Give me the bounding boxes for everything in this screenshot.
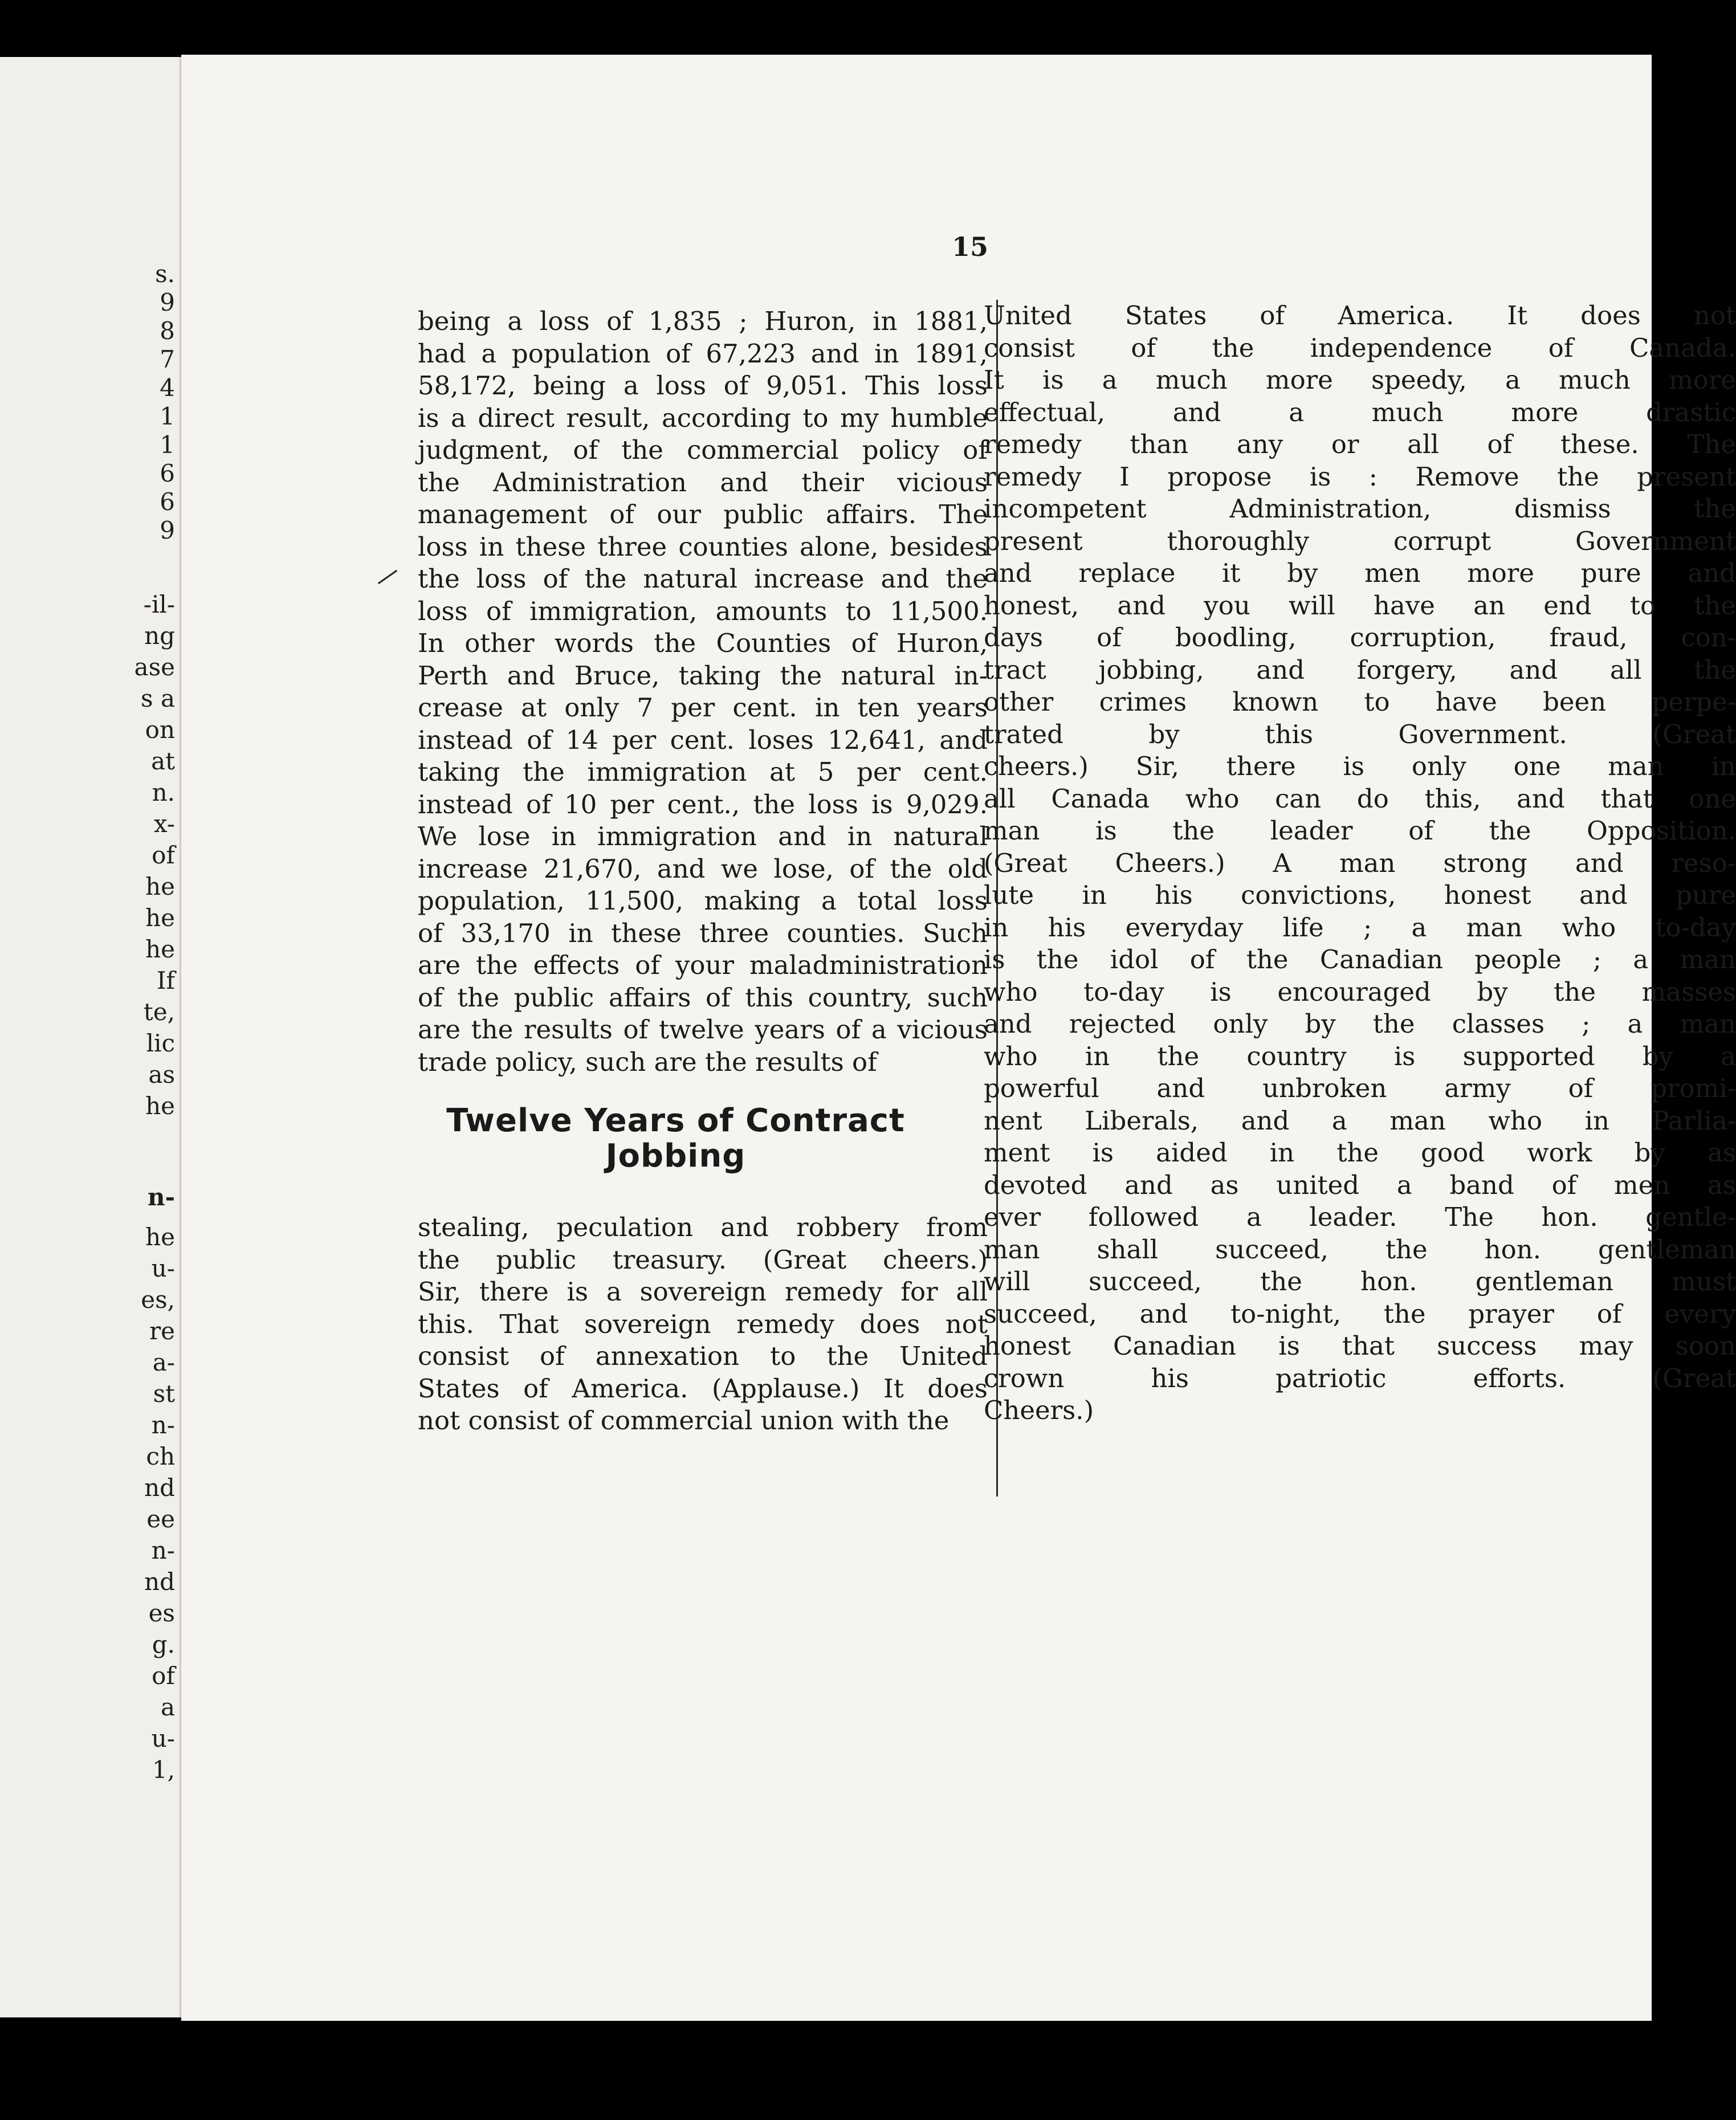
facing-page-text: If [156,967,175,994]
facing-page-text: he [145,904,175,932]
text-line: powerful and unbroken army of promi- [984,1073,1736,1103]
text-line: nent Liberals, and a man who in Parlia- [984,1105,1736,1136]
text-line: Cheers.) [984,1395,1094,1425]
page-number: 15 [952,231,989,262]
facing-page-text: as [148,1061,175,1088]
text-line: In other words the Counties of Huron, [418,628,988,658]
text-line: of 33,170 in these three counties. Such [418,918,988,948]
facing-page-text: 6 [160,459,175,487]
text-line: crown his patriotic efforts. (Great [984,1363,1736,1393]
facing-page-text: a- [152,1348,175,1376]
facing-page-text: of [152,1662,175,1690]
text-line: the Administration and their vicious [418,467,988,498]
facing-page-text: 1 [160,431,175,459]
text-line: the loss of the natural increase and the [418,564,988,594]
facing-page-text: nd [144,1568,175,1596]
text-line: other crimes known to have been perpe- [984,687,1736,717]
text-line: honest, and you will have an end to the [984,590,1736,621]
facing-page-text: 9 [160,288,175,316]
text-line: not consist of commercial union with the [418,1405,949,1436]
facing-page-text: of [152,841,175,869]
text-line: management of our public affairs. The [418,499,988,529]
heading-line-2: Jobbing [605,1138,746,1175]
facing-page-text: n. [152,778,175,806]
facing-page-text: te, [143,998,175,1026]
facing-page-text: lic [146,1029,175,1057]
text-line: had a population of 67,223 and in 1891, [418,338,988,369]
text-line: present thoroughly corrupt Government [984,525,1736,556]
facing-page-text: a [160,1693,175,1721]
facing-page-text: nd [144,1474,175,1502]
text-line: being a loss of 1,835 ; Huron, in 1881, [418,306,988,336]
text-line: Perth and Bruce, taking the natural in- [418,660,988,691]
text-line: It is a much more speedy, a much more [984,365,1736,395]
text-line: remedy than any or all of these. The [984,429,1736,459]
facing-page-text: es [148,1599,175,1627]
text-line: trated by this Government. (Great [984,719,1736,749]
facing-page-text: es, [141,1286,175,1314]
text-line: is the idol of the Canadian people ; a man [984,944,1736,975]
facing-page-text: he [145,873,175,900]
facing-page-text: n- [151,1411,175,1439]
facing-page-text: g. [152,1630,175,1658]
text-line: honest Canadian is that success may soon [984,1331,1736,1361]
text-line: consist of the independence of Canada. [984,332,1736,363]
text-line: who in the country is supported by a [984,1041,1736,1071]
text-line: consist of annexation to the United [418,1341,988,1371]
facing-page-text: ase [134,653,175,681]
text-line: taking the immigration at 5 per cent. [418,757,988,787]
facing-page-text: 7 [160,345,175,373]
text-line: this. That sovereign remedy does not [418,1308,988,1339]
facing-page-text: 8 [160,317,175,345]
text-line: in his everyday life ; a man who to-day [984,912,1736,943]
text-line: incompetent Administration, dismiss the [984,494,1736,524]
text-line: judgment, of the commercial policy of [418,435,988,465]
text-line: instead of 14 per cent. loses 12,641, and [418,724,988,755]
text-line: crease at only 7 per cent. in ten years [418,692,988,723]
facing-page-text: n- [148,1183,175,1211]
text-line: will succeed, the hon. gentleman must [984,1266,1736,1297]
pen-mark [378,570,397,584]
facing-page-text: 9 [160,516,175,544]
facing-page-text: 6 [160,488,175,516]
text-line: stealing, peculation and robbery from [418,1212,988,1242]
text-line: ment is aided in the good work by as [984,1138,1736,1168]
section-heading [386,1103,965,1174]
text-line: devoted and as united a band of men as [984,1169,1736,1200]
text-line: and replace it by men more pure and [984,558,1736,588]
text-line: effectual, and a much more drastic [984,397,1736,427]
facing-page-text: he [145,1223,175,1251]
facing-page-text: -il- [143,590,175,618]
text-line: the public treasury. (Great cheers.) [418,1244,988,1275]
facing-page-text: re [149,1317,175,1345]
facing-page-text: s. [155,260,175,288]
facing-page-text: ee [146,1505,175,1533]
document-page [181,55,1736,2021]
text-line: are the results of twelve years of a vicious [418,1014,988,1045]
text-line: and rejected only by the classes ; a man [984,1009,1736,1039]
text-line: trade policy, such are the results of [418,1046,877,1077]
text-line: United States of America. It does not [984,300,1736,331]
facing-page-text: u- [151,1254,175,1282]
text-line: We lose in immigration and in natural [418,821,988,851]
text-line: tract jobbing, and forgery, and all the [984,654,1736,685]
facing-page-text: ng [144,622,175,650]
text-line: man is the leader of the Opposition. [984,816,1736,846]
heading-line-1: Twelve Years of Contract [446,1102,905,1139]
facing-page-text: at [151,747,175,775]
facing-page-fragment [0,57,182,2017]
facing-page-text: u- [151,1724,175,1752]
text-line: lute in his convictions, honest and pure [984,880,1736,910]
text-line: population, 11,500, making a total loss [418,886,988,916]
text-line: loss of immigration, amounts to 11,500. [418,596,988,626]
facing-page-text: st [153,1380,175,1408]
text-line: States of America. (Applause.) It does [418,1373,988,1404]
text-line: who to-day is encouraged by the masses [984,976,1736,1007]
text-line: days of boodling, corruption, fraud, con- [984,622,1736,653]
text-line: cheers.) Sir, there is only one man in [984,751,1736,781]
facing-page-text: 1 [160,402,175,430]
text-line: remedy I propose is : Remove the present [984,461,1736,492]
text-line: all Canada who can do this, and that one [984,783,1736,814]
facing-page-text: ch [146,1442,175,1470]
text-line: succeed, and to-night, the prayer of every [984,1298,1736,1329]
facing-page-text: he [145,935,175,963]
text-line: man shall succeed, the hon. gentleman [984,1234,1736,1265]
text-line: (Great Cheers.) A man strong and reso- [984,847,1736,878]
text-line: of the public affairs of this country, such [418,982,988,1013]
facing-page-text: n- [151,1536,175,1564]
facing-page-text: 1, [152,1756,175,1784]
text-line: ever followed a leader. The hon. gentle- [984,1202,1736,1232]
facing-page-text: he [145,1092,175,1120]
text-line: instead of 10 per cent., the loss is 9,029. [418,789,988,820]
text-line: 58,172, being a loss of 9,051. This loss [418,370,988,401]
facing-page-text: 4 [160,374,175,402]
text-line: loss in these three counties alone, besides [418,531,988,562]
facing-page-text: x- [153,810,175,838]
facing-page-text: s a [141,684,175,712]
facing-page-text: on [145,716,175,744]
text-line: increase 21,670, and we lose, of the old [418,853,988,884]
text-line: Sir, there is a sovereign remedy for all [418,1277,988,1307]
text-line: is a direct result, according to my humble [418,402,988,433]
text-line: are the effects of your maladministration [418,950,988,980]
